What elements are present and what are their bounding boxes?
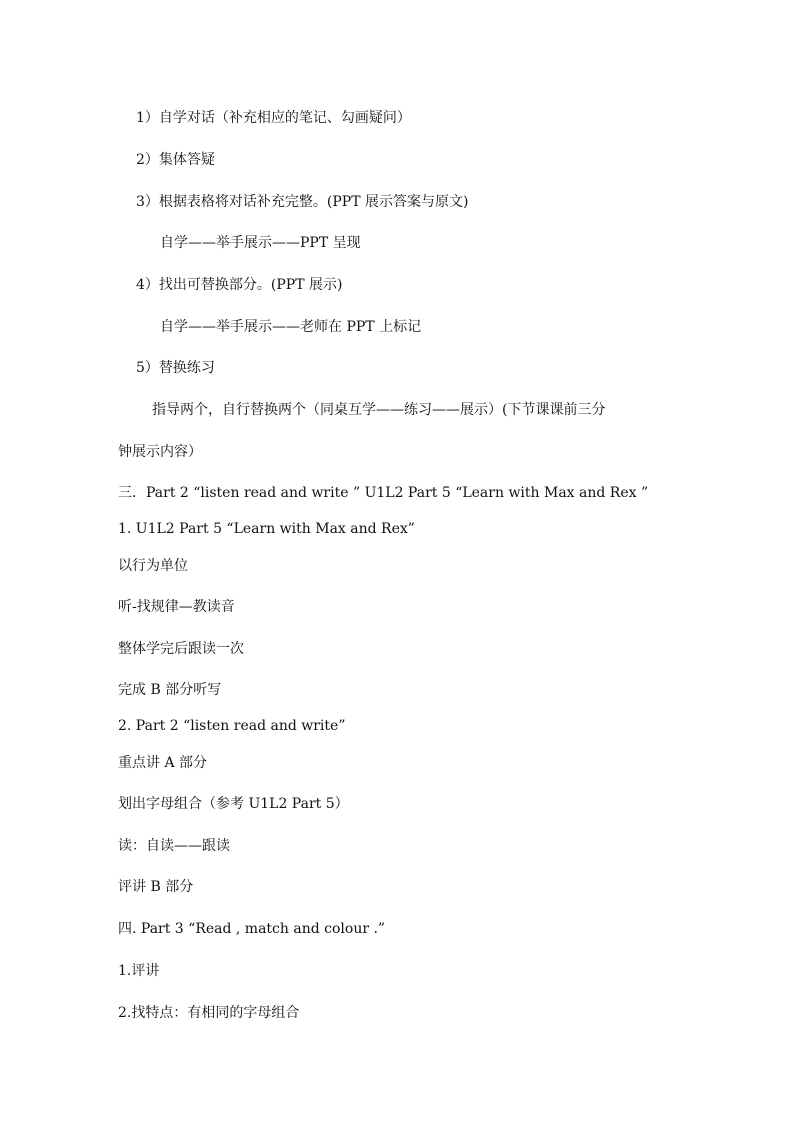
step-4-find-replaceable: 4）找出可替换部分。(PPT 展示) [136,277,343,293]
section-3-item-2-line-d: 评讲 B 部分 [118,879,194,895]
step-4-flow: 自学——举手展示——老师在 PPT 上标记 [160,319,422,335]
section-3-item-1: 1. U1L2 Part 5 “Learn with Max and Rex” [118,521,415,537]
section-3-item-1-line-b: 听-找规律—教读音 [118,599,235,615]
step-5-substitution-practice: 5）替换练习 [136,360,215,376]
step-1-self-study: 1）自学对话（补充相应的笔记、勾画疑问） [136,110,411,126]
section-3-item-2: 2. Part 2 “listen read and write” [118,718,346,734]
section-4-heading: 四. Part 3 “Read , match and colour .” [118,921,386,937]
section-4-item-1: 1.评讲 [118,963,160,979]
guidance-paragraph-continued: 钟展示内容） [118,444,202,460]
step-2-group-qa: 2）集体答疑 [136,152,215,168]
section-3-item-1-line-d: 完成 B 部分听写 [118,682,222,698]
section-3-item-2-line-a: 重点讲 A 部分 [118,755,208,771]
step-3-complete-dialogue: 3）根据表格将对话补充完整。(PPT 展示答案与原文) [136,194,469,210]
section-4-item-2: 2.找特点：有相同的字母组合 [118,1005,300,1021]
guidance-paragraph: 指导两个，自行替换两个（同桌互学——练习——展示）(下节课课前三分 [152,402,606,418]
section-3-item-1-line-a: 以行为单位 [118,558,188,574]
section-3-item-2-line-c: 读：自读——跟读 [118,838,230,854]
section-3-heading: 三．Part 2 “listen read and write ” U1L2 Part 5 “Learn with Max and Rex ” [118,485,649,501]
section-3-item-1-line-c: 整体学完后跟读一次 [118,641,244,657]
section-3-item-2-line-b: 划出字母组合（参考 U1L2 Part 5） [118,796,349,812]
step-3-flow: 自学——举手展示——PPT 呈现 [160,235,361,251]
